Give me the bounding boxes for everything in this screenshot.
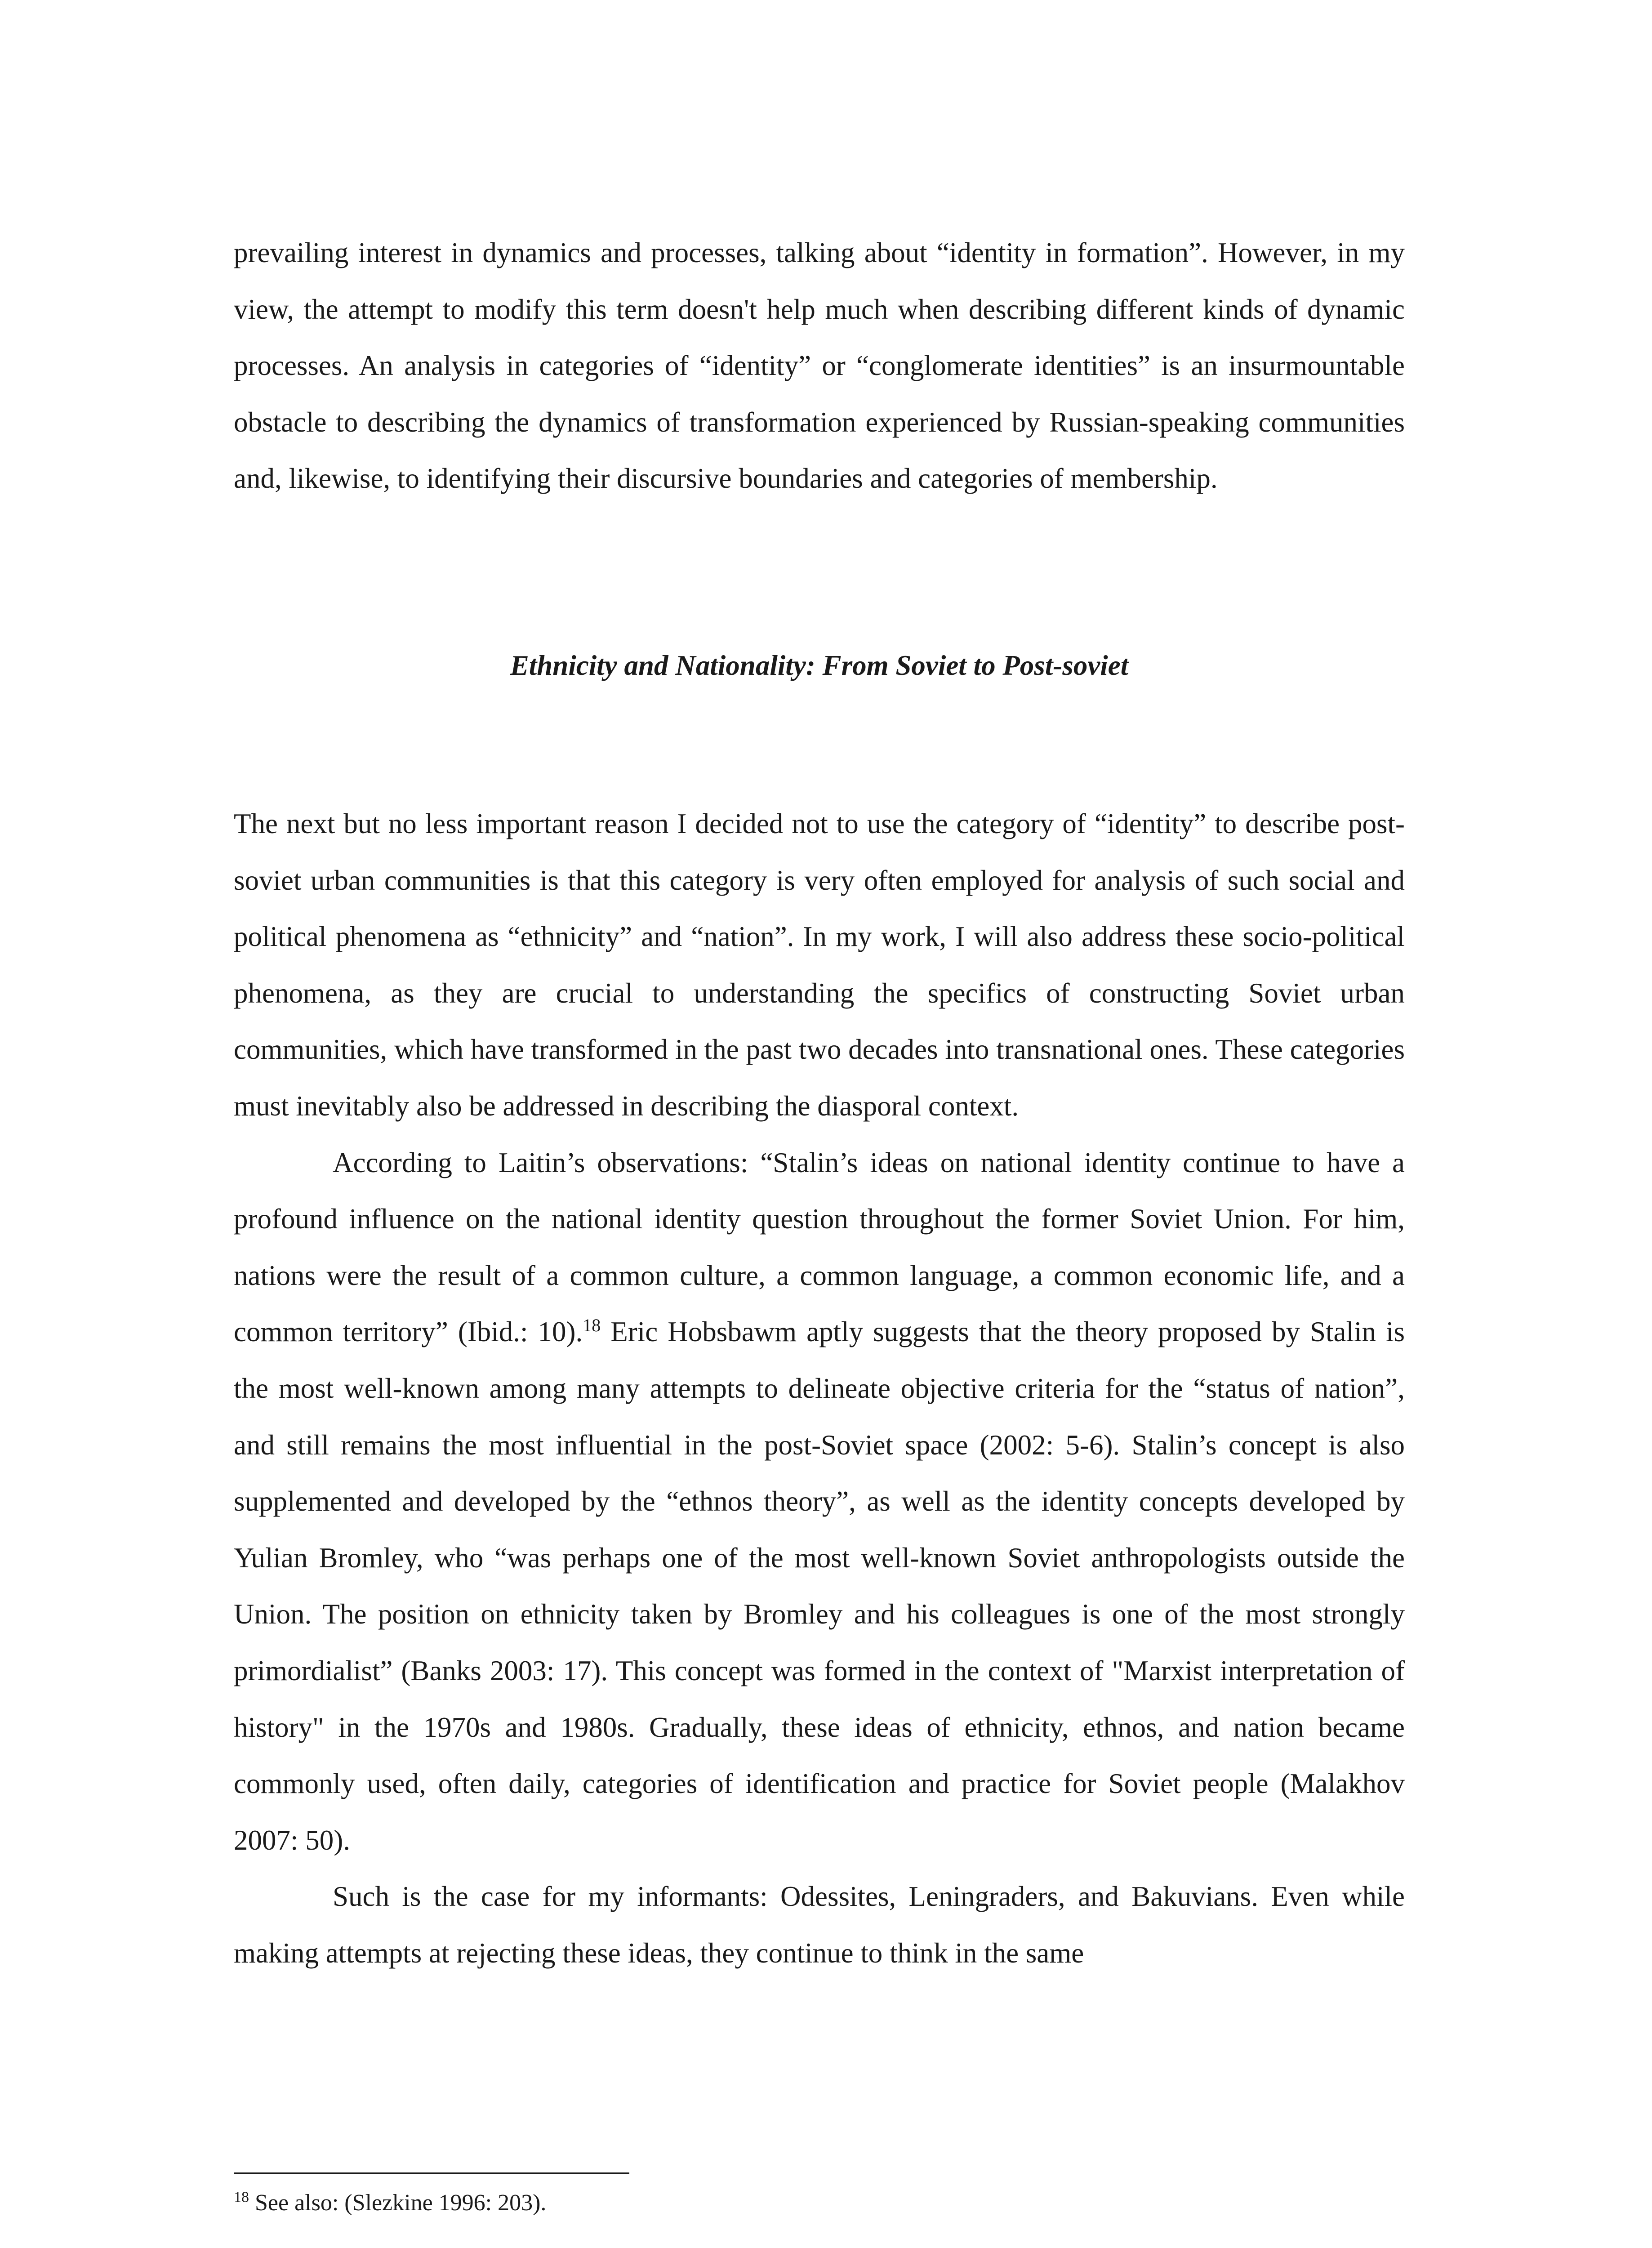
footnote (234, 2185, 1405, 2221)
footnote-separator (234, 2172, 629, 2174)
paragraph-2-text-start: According to Laitin’s observations: “Stalin’s ideas on national identity continue to have a profound influence on the national identity question throughout the former Soviet Union. For him, nations were the result of a common culture, a common language, a common economic life, and a common territory” (Ibid.: 10). (234, 1146, 1405, 1348)
footnote-reference[interactable]: 18 (583, 1315, 601, 1336)
continuation-paragraph: prevailing interest in dynamics and processes, talking about “identity in formation”. However, in my view, the attempt to modify this term doesn't help much when describing different kinds of dynamic processes. An analysis in categories of “identity” or “conglomerate identities” is an insurmountable obstacle to describing the dynamics of transformation experienced by Russian-speaking communities and, likewise, to identifying their discursive boundaries and categories of membership. (234, 237, 1405, 495)
section-heading: Ethnicity and Nationality: From Soviet to Post-soviet (510, 650, 1129, 681)
footnote-text: See also: (Slezkine 1996: 203). (249, 2190, 547, 2216)
paragraph-2-text-end: Eric Hobsbawm aptly suggests that the theory proposed by Stalin is the most well-known among many attempts to delineate objective criteria for the “status of nation”, and still remains the most influential in the post-Soviet space (2002: 5-6). Stalin’s concept is also supplemented and developed by the “ethnos theory”, as well as the identity concepts developed by Yulian Bromley, who “was perhaps one of the most well-known Soviet anthropologists outside the Union. The position on ethnicity taken by Bromley and his colleagues is one of the most strongly primordialist” (Banks 2003: 17). This concept was formed in the context of "Marxist interpretation of history" in the 1970s and 1980s. Gradually, these ideas of ethnicity, ethnos, and nation became commonly used, often daily, categories of identification and practice for Soviet people (Malakhov 2007: 50). (234, 1316, 1405, 1856)
body-paragraph-2 (234, 1135, 1405, 1869)
footnote-number: 18 (234, 2189, 249, 2206)
body-paragraph-1: The next but no less important reason I decided not to use the category of “identity” to describe post-soviet urban communities is that this category is very often employed for analysis of such social and political phenomena as “ethnicity” and “nation”. In my work, I will also address these socio-political phenomena, as they are crucial to understanding the specifics of constructing Soviet urban communities, which have transformed in the past two decades into transnational ones. These categories must inevitably also be addressed in describing the diasporal context. (234, 808, 1405, 1122)
section-body (234, 796, 1405, 1981)
body-paragraph-3: Such is the case for my informants: Odessites, Leningraders, and Bakuvians. Even while making attempts at rejecting these ideas, they continue to think in the same (234, 1881, 1405, 1969)
